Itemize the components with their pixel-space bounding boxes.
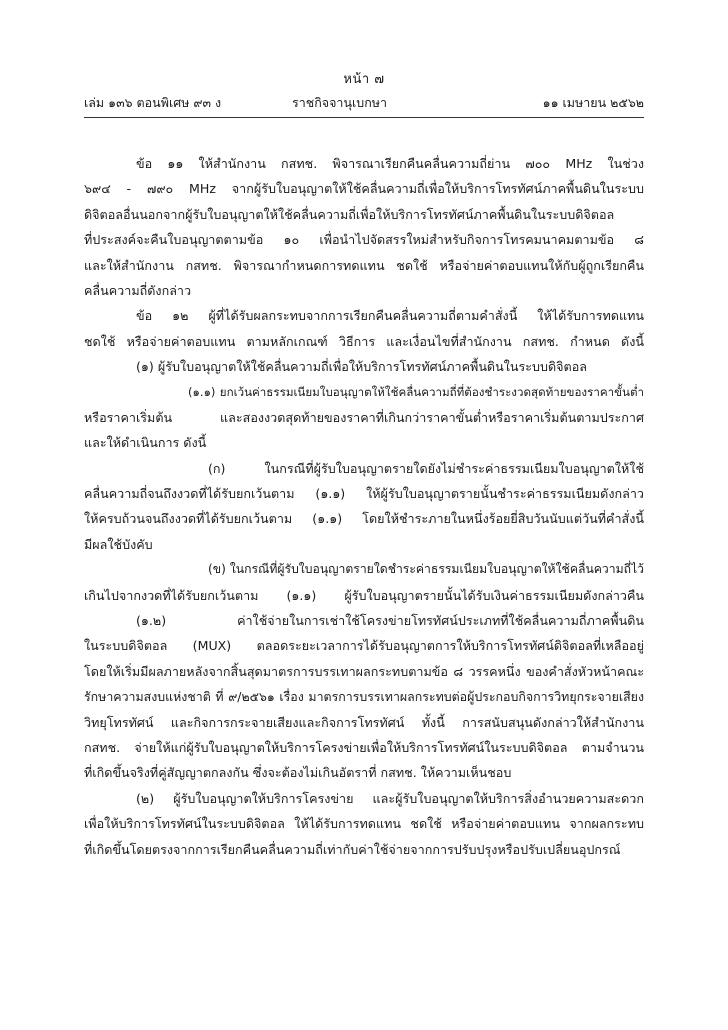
- text-line: และให้ดำเนินการ ดังนี้: [84, 435, 207, 451]
- text-line: คลื่นความถี่ดังกล่าว: [84, 282, 192, 298]
- text-line: ๖๙๔ - ๗๙๐ MHz จากผู้รับใบอนุญาตให้ใช้คลื่นความถี่เพื่อให้บริการโทรทัศน์ภาคพื้นดินในระบบ: [84, 181, 644, 197]
- text-line: มีผลใช้บังคับ: [84, 536, 153, 552]
- text-line: เพื่อให้บริการโทรทัศน์ในระบบดิจิตอล ให้ได้รับการทดแทน ชดใช้ หรือจ่ายค่าตอบแทน จากผลกระทบ: [84, 816, 644, 832]
- text-line: เกินไปจากงวดที่ได้รับยกเว้นตาม (๑.๑) ผู้รับใบอนุญาตรายนั้นได้รับเงินค่าธรรมเนียมดังกล่าวคืน: [84, 587, 644, 603]
- header-divider: [84, 117, 644, 118]
- page-number: หน้า ๗: [343, 72, 385, 87]
- text-line: (๑.๒) ค่าใช้จ่ายในการเช่าใช้โครงข่ายโทรทัศน์ประเภทที่ใช้คลื่นความถี่ภาคพื้นดิน: [136, 613, 644, 629]
- text-line: ชดใช้ หรือจ่ายค่าตอบแทน ตามหลักเกณฑ์ วิธีการ และเงื่อนไขที่สำนักงาน กสทช. กำหนด ดังนี้: [84, 333, 644, 349]
- text-line: (๒) ผู้รับใบอนุญาตให้บริการโครงข่าย และผู้รับใบอนุญาตให้บริการสิ่งอำนวยความสะดวก: [136, 790, 644, 806]
- text-line: ที่ประสงค์จะคืนใบอนุญาตตามข้อ ๑๐ เพื่อนำไปจัดสรรใหม่สำหรับกิจการโทรคมนาคมตามข้อ ๘: [84, 232, 644, 248]
- text-line: คลื่นความถี่จนถึงงวดที่ได้รับยกเว้นตาม (๑.๑) ให้ผู้รับใบอนุญาตรายนั้นชำระค่าธรรมเนียมดังกล่าว: [84, 486, 644, 502]
- text-line: (ข) ในกรณีที่ผู้รับใบอนุญาตรายใดชำระค่าธรรมเนียมใบอนุญาตให้ใช้คลื่นความถี่ไว้: [208, 562, 644, 577]
- text-line: วิทยุโทรทัศน์ และกิจการกระจายเสียงและกิจการโทรทัศน์ ทั้งนี้ การสนับสนุนดังกล่าวให้สำนักงาน: [84, 714, 644, 730]
- running-header: [84, 94, 644, 114]
- issue-reference: เล่ม ๑๓๖ ตอนพิเศษ ๙๓ ง: [84, 95, 222, 110]
- text-line: รักษาความสงบแห่งชาติ ที่ ๙/๒๕๖๑ เรื่อง มาตรการบรรเทาผลกระทบต่อผู้ประกอบกิจการวิทยุกระจายเสียง: [84, 689, 644, 705]
- text-line: ดิจิตอลอื่นนอกจากผู้รับใบอนุญาตให้ใช้คลื่นความถี่เพื่อให้บริการโทรทัศน์ภาคพื้นดินในระบบดิจิตอล: [84, 206, 615, 222]
- text-line: ข้อ ๑๑ ให้สำนักงาน กสทช. พิจารณาเรียกคืนคลื่นความถี่ย่าน ๗๐๐ MHz ในช่วง: [136, 156, 644, 171]
- gazette-title: ราชกิจจานุเบกษา: [292, 95, 388, 110]
- text-line: ให้ครบถ้วนจนถึงงวดที่ได้รับยกเว้นตาม (๑.๑) โดยให้ชำระภายในหนึ่งร้อยยี่สิบวันนับแต่วันที่คำสั่งนี้: [84, 511, 644, 527]
- text-line: ข้อ ๑๒ ผู้ที่ได้รับผลกระทบจากการเรียกคืนคลื่นความถี่ตามคำสั่งนี้ ให้ได้รับการทดแทน: [136, 308, 644, 324]
- text-line: ในระบบดิจิตอล (MUX) ตลอดระยะเวลาการได้รับอนุญาตการให้บริการโทรทัศน์ดิจิตอลที่เหลืออยู่: [84, 638, 644, 654]
- publication-date: ๑๑ เมษายน ๒๕๖๒: [542, 95, 644, 110]
- text-line: โดยให้เริ่มมีผลภายหลังจากสิ้นสุดมาตรการบรรเทาผลกระทบตามข้อ ๘ วรรคหนึ่ง ของคำสั่งหัวหน้าคณะ: [84, 663, 644, 679]
- text-line: (๑) ผู้รับใบอนุญาตให้ใช้คลื่นความถี่เพื่อให้บริการโทรทัศน์ภาคพื้นดินในระบบดิจิตอล: [136, 359, 588, 375]
- text-line: (๑.๑) ยกเว้นค่าธรรมเนียมใบอนุญาตให้ใช้คลื่นความถี่ที่ต้องชำระงวดสุดท้ายของราคาขั้นต่ำ: [188, 384, 644, 399]
- text-line: ที่เกิดขึ้นจริงที่คู่สัญญาตกลงกัน ซึ่งจะต้องไม่เกินอัตราที่ กสทช. ให้ความเห็นชอบ: [84, 765, 512, 781]
- text-line: ที่เกิดขึ้นโดยตรงจากการเรียกคืนคลื่นความถี่เท่ากับค่าใช้จ่ายจากการปรับปรุงหรือปรับเปลี่ยนอุปกรณ์: [84, 841, 621, 857]
- text-line: กสทช. จ่ายให้แก่ผู้รับใบอนุญาตให้บริการโครงข่ายเพื่อให้บริการโทรทัศน์ในระบบดิจิตอล ตามจำนวน: [84, 739, 644, 755]
- text-line: (ก) ในกรณีที่ผู้รับใบอนุญาตรายใดยังไม่ชำระค่าธรรมเนียมใบอนุญาตให้ใช้: [208, 460, 644, 476]
- text-line: และให้สำนักงาน กสทช. พิจารณากำหนดการทดแทน ชดใช้ หรือจ่ายค่าตอบแทนให้กับผู้ถูกเรียกคืน: [84, 257, 644, 273]
- text-line: หรือราคาเริ่มต้น และสองงวดสุดท้ายของราคาที่เกินกว่าราคาขั้นต่ำหรือราคาเริ่มต้นตามประกาศ: [84, 409, 644, 425]
- document-body: [84, 151, 644, 862]
